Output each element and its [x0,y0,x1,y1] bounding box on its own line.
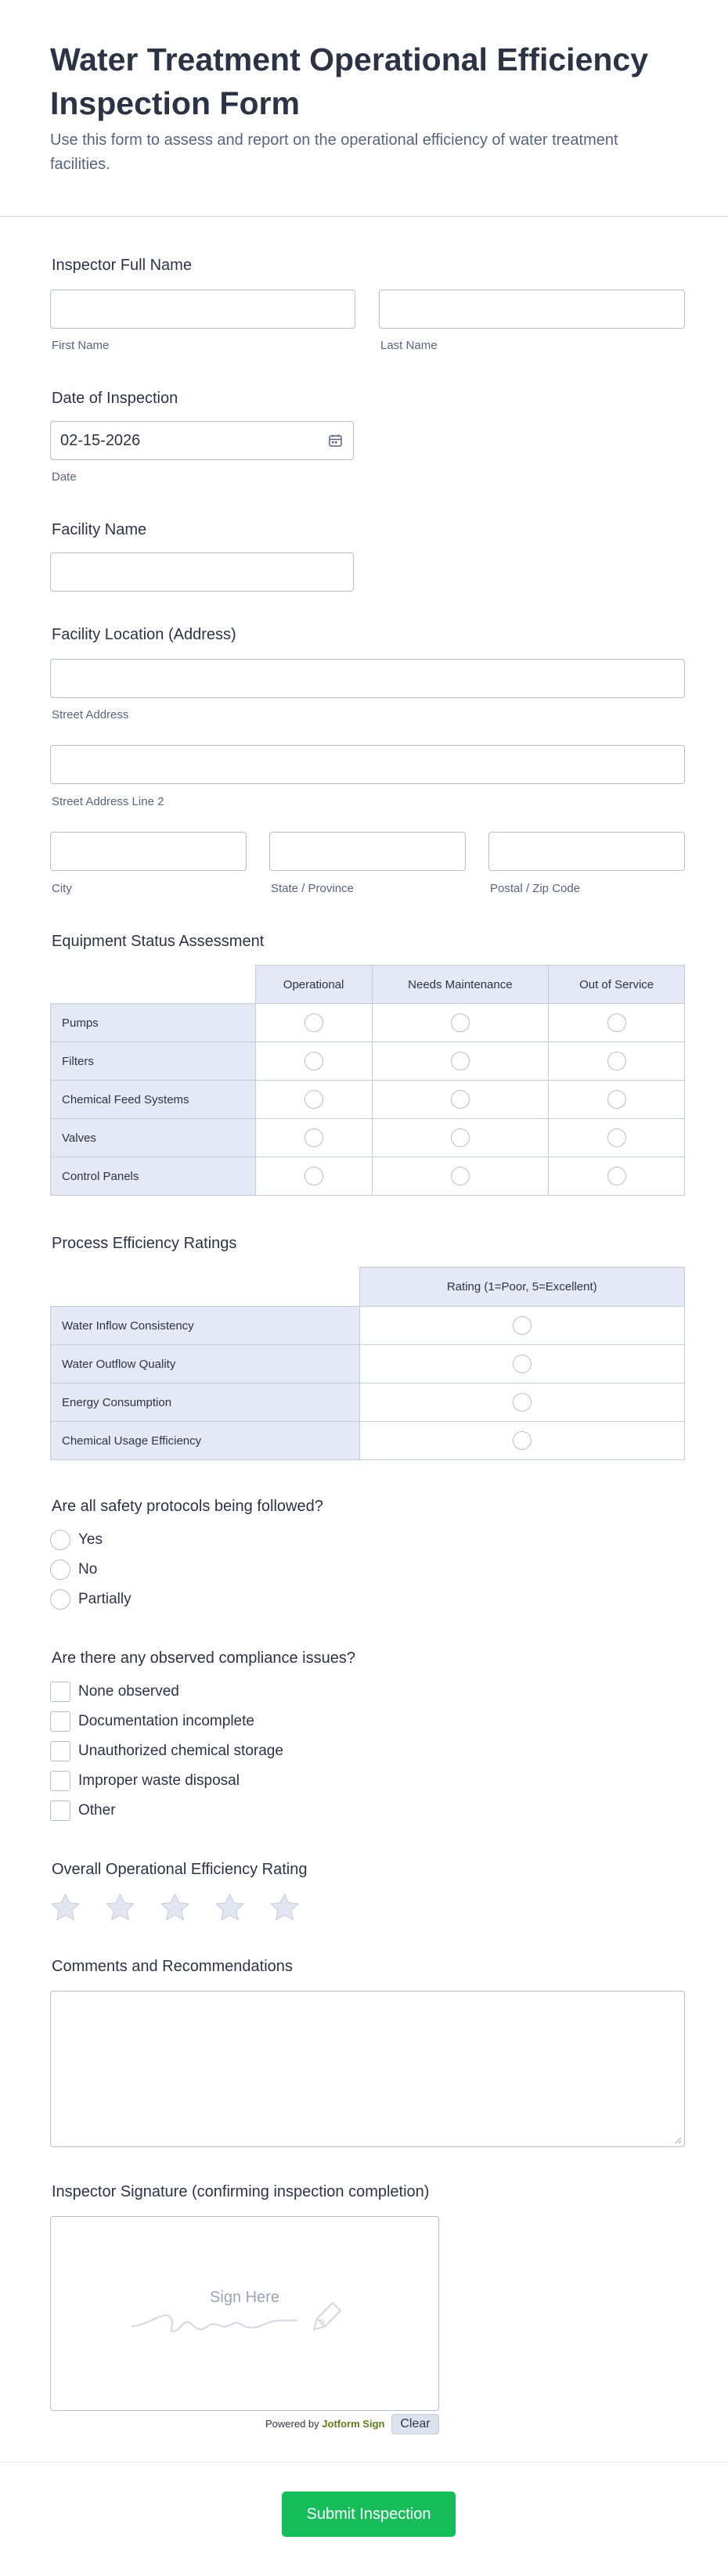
equipment-label: Equipment Status Assessment [52,933,265,950]
process-row-label: Chemical Usage Efficiency [51,1422,360,1460]
table-row [51,1345,685,1383]
equipment-row-label: Filters [51,1042,256,1081]
option-label: Partially [78,1591,132,1607]
star-4-icon[interactable] [214,1892,245,1923]
equipment-row-label: Valves [51,1119,256,1157]
calendar-icon[interactable] [329,434,342,447]
equipment-col-header: Out of Service [549,966,685,1004]
process-row-label: Energy Consumption [51,1383,360,1422]
footer-divider [0,2462,728,2463]
safety-label: Are all safety protocols being followed? [52,1498,323,1515]
table-row [51,1422,685,1460]
option-label: Documentation incomplete [78,1713,254,1729]
option-label: Other [78,1802,116,1819]
table-row [51,1004,685,1042]
first-name-input[interactable] [50,290,355,329]
star-2-icon[interactable] [105,1892,135,1923]
equipment-radio[interactable] [451,1167,470,1185]
street-address-sublabel: Street Address [52,708,129,721]
equipment-matrix [50,965,685,1196]
equipment-radio[interactable] [607,1128,626,1147]
street-address-2-sublabel: Street Address Line 2 [52,795,164,808]
equipment-radio[interactable] [305,1167,323,1185]
equipment-radio[interactable] [451,1013,470,1032]
equipment-col-header: Needs Maintenance [372,966,549,1004]
equipment-col-header: Operational [255,966,372,1004]
equipment-radio[interactable] [607,1013,626,1032]
equipment-row-label: Control Panels [51,1157,256,1196]
equipment-radio[interactable] [607,1167,626,1185]
form-description: Use this form to assess and report on the operational efficiency of water treatment facilities. [50,131,618,173]
radio-circle[interactable] [50,1530,70,1550]
signature-label: Inspector Signature (confirming inspection completion) [52,2183,430,2200]
safety-option-partially[interactable] [50,1588,132,1610]
process-radio[interactable] [513,1316,532,1335]
city-sublabel: City [52,882,72,895]
option-label: Improper waste disposal [78,1772,240,1789]
powered-prefix: Powered by [265,2418,319,2430]
equipment-row-label: Pumps [51,1004,256,1042]
checkbox[interactable] [50,1771,70,1791]
last-name-sublabel: Last Name [380,339,438,352]
matrix-corner [51,1268,360,1307]
street-address-input[interactable] [50,659,685,698]
option-label: Yes [78,1531,103,1548]
submit-button[interactable]: Submit Inspection [282,2491,456,2537]
table-row [51,1081,685,1119]
equipment-row-label: Chemical Feed Systems [51,1081,256,1119]
process-radio[interactable] [513,1393,532,1412]
star-rating [50,1892,300,1923]
comments-label: Comments and Recommendations [52,1958,293,1975]
resize-grip-icon[interactable] [674,2136,682,2144]
equipment-radio[interactable] [451,1052,470,1070]
clear-signature-button[interactable]: Clear [391,2414,439,2434]
first-name-sublabel: First Name [52,339,110,352]
date-value: 02-15-2026 [60,432,141,449]
rating-label: Overall Operational Efficiency Rating [52,1861,308,1878]
date-label: Date of Inspection [52,390,178,407]
state-input[interactable] [269,832,466,871]
process-row-label: Water Inflow Consistency [51,1307,360,1345]
form-title: Water Treatment Operational Efficiency Inspection Form [50,41,649,121]
city-input[interactable] [50,832,247,871]
compliance-option[interactable] [50,1800,116,1822]
facility-name-input[interactable] [50,552,354,592]
powered-by [265,2418,384,2430]
checkbox[interactable] [50,1741,70,1761]
compliance-option[interactable] [50,1770,240,1792]
equipment-radio[interactable] [305,1090,323,1109]
zip-sublabel: Postal / Zip Code [490,882,581,895]
option-label: Unauthorized chemical storage [78,1743,283,1759]
option-label: No [78,1561,98,1578]
radio-circle[interactable] [50,1589,70,1610]
date-sublabel: Date [52,470,77,484]
star-3-icon[interactable] [160,1892,190,1923]
date-input[interactable] [50,421,354,460]
process-col-header: Rating (1=Poor, 5=Excellent) [359,1268,684,1307]
address-label: Facility Location (Address) [52,626,236,643]
zip-input[interactable] [488,832,685,871]
inspector-name-label: Inspector Full Name [52,257,192,274]
equipment-radio[interactable] [305,1013,323,1032]
star-5-icon[interactable] [269,1892,300,1923]
equipment-radio[interactable] [607,1052,626,1070]
table-row [51,1383,685,1422]
jotform-sign-brand: Jotform Sign [322,2418,385,2430]
street-address-2-input[interactable] [50,745,685,784]
table-row [51,1307,685,1345]
process-radio[interactable] [513,1355,532,1373]
process-label: Process Efficiency Ratings [52,1235,237,1252]
option-label: None observed [78,1683,179,1700]
radio-circle[interactable] [50,1560,70,1580]
equipment-radio[interactable] [451,1128,470,1147]
table-row [51,1119,685,1157]
compliance-label: Are there any observed compliance issues? [52,1650,355,1667]
sign-here-placeholder: Sign Here [210,2289,279,2306]
process-radio[interactable] [513,1431,532,1450]
checkbox[interactable] [50,1801,70,1821]
last-name-input[interactable] [379,290,685,329]
process-row-label: Water Outflow Quality [51,1345,360,1383]
signature-scribble-icon [129,2287,364,2344]
state-sublabel: State / Province [271,882,354,895]
equipment-radio[interactable] [305,1128,323,1147]
matrix-corner [51,966,256,1004]
signature-pad[interactable] [50,2216,439,2411]
compliance-option[interactable] [50,1711,254,1732]
safety-option-no[interactable] [50,1559,97,1581]
star-1-icon[interactable] [50,1892,81,1923]
checkbox[interactable] [50,1682,70,1702]
safety-option-yes[interactable] [50,1529,103,1551]
header-divider [0,216,728,217]
checkbox[interactable] [50,1711,70,1732]
equipment-radio[interactable] [305,1052,323,1070]
equipment-radio[interactable] [451,1090,470,1109]
comments-textarea[interactable] [50,1991,685,2147]
compliance-option[interactable] [50,1681,179,1703]
equipment-radio[interactable] [607,1090,626,1109]
table-row [51,1042,685,1081]
compliance-option[interactable] [50,1740,283,1762]
table-row [51,1157,685,1196]
process-matrix [50,1267,685,1460]
facility-name-label: Facility Name [52,521,147,538]
